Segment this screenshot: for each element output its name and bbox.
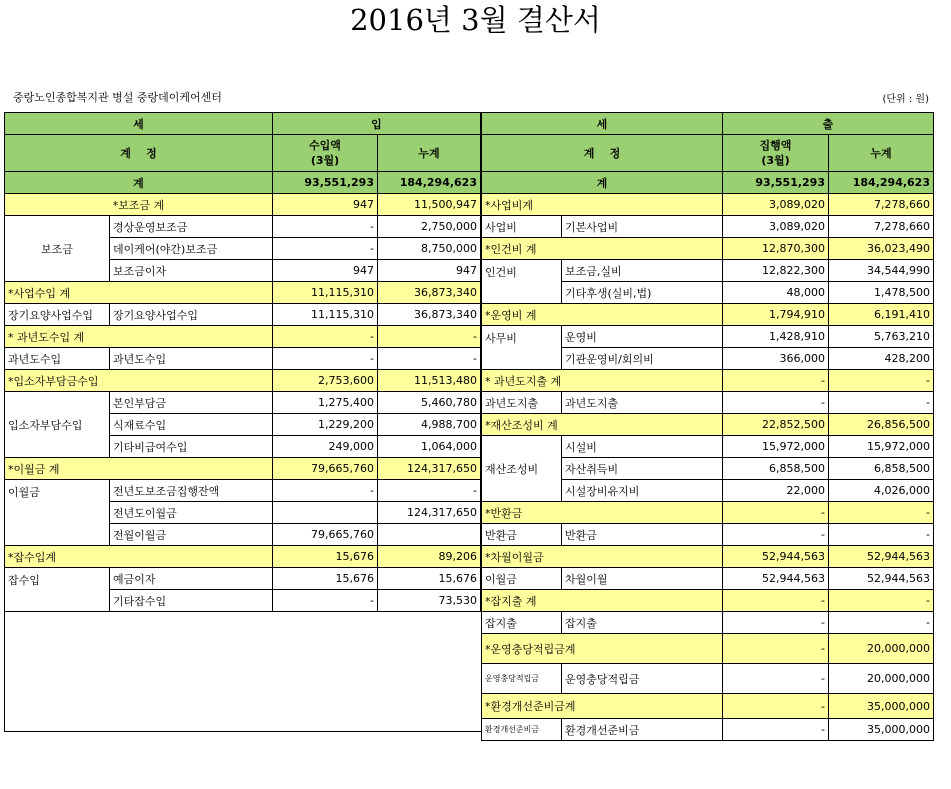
expense-cumulative: - bbox=[829, 524, 934, 546]
expense-amount: 3,089,020 bbox=[723, 194, 829, 216]
expense-item: 운영충당적립금 bbox=[562, 664, 723, 694]
income-amount: 947 bbox=[273, 194, 378, 216]
expense-amount: 6,858,500 bbox=[723, 458, 829, 480]
expense-total-amount: 93,551,293 bbox=[723, 172, 829, 194]
income-amount: 11,115,310 bbox=[273, 282, 378, 304]
expense-row bbox=[482, 216, 934, 238]
expense-cumulative: 52,944,563 bbox=[829, 546, 934, 568]
expense-item: 자산취득비 bbox=[562, 458, 723, 480]
expense-cumulative: 15,972,000 bbox=[829, 436, 934, 458]
income-col-cumulative: 누계 bbox=[378, 135, 481, 172]
expense-amount: 15,972,000 bbox=[723, 436, 829, 458]
expense-item: 기본사업비 bbox=[562, 216, 723, 238]
expense-subtotal-label: *환경개선준비금계 bbox=[482, 694, 723, 719]
expense-item: 기타후생(실비,법) bbox=[562, 282, 723, 304]
expense-amount: 12,822,300 bbox=[723, 260, 829, 282]
income-row bbox=[5, 458, 481, 480]
expense-amount: 3,089,020 bbox=[723, 216, 829, 238]
expense-subtotal-label: *사업비계 bbox=[482, 194, 723, 216]
expense-column-header bbox=[482, 135, 934, 172]
expense-row bbox=[482, 260, 934, 282]
income-cumulative: 36,873,340 bbox=[378, 282, 481, 304]
income-item: 전년도이월금 bbox=[110, 502, 273, 524]
income-amount: 947 bbox=[273, 260, 378, 282]
expense-cumulative: 6,858,500 bbox=[829, 458, 934, 480]
income-subtotal-label: *잡수입계 bbox=[5, 546, 273, 568]
expense-row bbox=[482, 414, 934, 436]
expense-amount: 366,000 bbox=[723, 348, 829, 370]
income-item: 보조금이자 bbox=[110, 260, 273, 282]
expense-item: 환경개선준비금 bbox=[562, 719, 723, 741]
expense-amount: - bbox=[723, 719, 829, 741]
income-cumulative: 1,064,000 bbox=[378, 436, 481, 458]
expense-cumulative: 20,000,000 bbox=[829, 664, 934, 694]
income-amount: 2,753,600 bbox=[273, 370, 378, 392]
income-amount: - bbox=[273, 326, 378, 348]
income-subtotal-label: * 과년도수입 계 bbox=[5, 326, 273, 348]
income-subtotal-label: *사업수입 계 bbox=[5, 282, 273, 304]
expense-item: 시설장비유지비 bbox=[562, 480, 723, 502]
income-amount: 249,000 bbox=[273, 436, 378, 458]
income-item: 과년도수입 bbox=[110, 348, 273, 370]
page-title: 2016년 3월 결산서 bbox=[350, 3, 601, 37]
expense-col-amount: 집행액 (3월) bbox=[723, 135, 829, 172]
expense-cumulative: - bbox=[829, 370, 934, 392]
expense-item: 차월이월 bbox=[562, 568, 723, 590]
income-cumulative: 11,500,947 bbox=[378, 194, 481, 216]
expense-category: 반환금 bbox=[482, 524, 562, 546]
income-total-amount: 93,551,293 bbox=[273, 172, 378, 194]
expense-row bbox=[482, 238, 934, 260]
expense-amount: 22,000 bbox=[723, 480, 829, 502]
expense-row bbox=[482, 502, 934, 524]
income-amount bbox=[273, 502, 378, 524]
income-item: 장기요양사업수입 bbox=[110, 304, 273, 326]
income-item: 기타비급여수입 bbox=[110, 436, 273, 458]
expense-subtotal-label: *운영충당적립금계 bbox=[482, 634, 723, 664]
expense-row bbox=[482, 612, 934, 634]
organization-name: 중랑노인종합복지관 병설 중랑데이케어센터 bbox=[13, 91, 222, 104]
expense-category: 환경개선준비금 bbox=[482, 719, 562, 741]
income-category: 잡수입 bbox=[5, 568, 110, 612]
expense-category: 사무비 bbox=[482, 326, 562, 370]
income-cumulative: 4,988,700 bbox=[378, 414, 481, 436]
expense-row bbox=[482, 194, 934, 216]
expense-item: 기관운영비/회의비 bbox=[562, 348, 723, 370]
expense-row bbox=[482, 664, 934, 694]
income-row bbox=[5, 194, 481, 216]
expense-amount: - bbox=[723, 370, 829, 392]
income-amount: - bbox=[273, 348, 378, 370]
expense-cumulative: 4,026,000 bbox=[829, 480, 934, 502]
income-row bbox=[5, 480, 481, 502]
expense-amount: - bbox=[723, 664, 829, 694]
expense-subtotal-label: *인건비 계 bbox=[482, 238, 723, 260]
expense-category: 재산조성비 bbox=[482, 436, 562, 502]
expense-item: 과년도지출 bbox=[562, 392, 723, 414]
income-cumulative: 36,873,340 bbox=[378, 304, 481, 326]
expense-row bbox=[482, 634, 934, 664]
income-amount: - bbox=[273, 480, 378, 502]
income-row bbox=[5, 304, 481, 326]
income-amount: - bbox=[273, 216, 378, 238]
income-item: 본인부담금 bbox=[110, 392, 273, 414]
expense-category: 과년도지출 bbox=[482, 392, 562, 414]
expense-cumulative: 26,856,500 bbox=[829, 414, 934, 436]
expense-row bbox=[482, 590, 934, 612]
expense-row bbox=[482, 436, 934, 458]
income-item: 전월이월금 bbox=[110, 524, 273, 546]
expense-subtotal-label: *차월이월금 bbox=[482, 546, 723, 568]
expense-amount: - bbox=[723, 634, 829, 664]
income-cumulative: 89,206 bbox=[378, 546, 481, 568]
income-head-b: 입 bbox=[273, 113, 481, 135]
income-amount: - bbox=[273, 238, 378, 260]
expense-amount: 22,852,500 bbox=[723, 414, 829, 436]
expense-subtotal-label: *재산조성비 계 bbox=[482, 414, 723, 436]
expense-cumulative: 35,000,000 bbox=[829, 719, 934, 741]
expense-item: 보조금,실비 bbox=[562, 260, 723, 282]
income-section-header bbox=[5, 113, 481, 135]
income-amount: 15,676 bbox=[273, 546, 378, 568]
expense-cumulative: 35,000,000 bbox=[829, 694, 934, 719]
income-item: 기타잡수입 bbox=[110, 590, 273, 612]
income-item: 예금이자 bbox=[110, 568, 273, 590]
income-cumulative: 11,513,480 bbox=[378, 370, 481, 392]
income-category: 이월금 bbox=[5, 480, 110, 546]
expense-cumulative: 34,544,990 bbox=[829, 260, 934, 282]
expense-cumulative: 5,763,210 bbox=[829, 326, 934, 348]
expense-col-cumulative: 누계 bbox=[829, 135, 934, 172]
income-cumulative: 73,530 bbox=[378, 590, 481, 612]
income-cumulative: 124,317,650 bbox=[378, 502, 481, 524]
income-total-row bbox=[5, 172, 481, 194]
income-item: 데이케어(야간)보조금 bbox=[110, 238, 273, 260]
income-empty-area bbox=[5, 612, 481, 732]
income-row bbox=[5, 326, 481, 348]
income-cumulative: 947 bbox=[378, 260, 481, 282]
income-row bbox=[5, 282, 481, 304]
income-total-cumulative: 184,294,623 bbox=[378, 172, 481, 194]
expense-section-header bbox=[482, 113, 934, 135]
income-cumulative: - bbox=[378, 326, 481, 348]
expense-item: 운영비 bbox=[562, 326, 723, 348]
income-amount: 1,275,400 bbox=[273, 392, 378, 414]
income-category: 과년도수입 bbox=[5, 348, 110, 370]
expense-cumulative: - bbox=[829, 392, 934, 414]
expense-amount: 12,870,300 bbox=[723, 238, 829, 260]
expense-cumulative: 36,023,490 bbox=[829, 238, 934, 260]
income-amount: 79,665,760 bbox=[273, 458, 378, 480]
income-head-a: 세 bbox=[5, 113, 273, 135]
expense-subtotal-label: *잡지출 계 bbox=[482, 590, 723, 612]
income-row bbox=[5, 216, 481, 238]
expense-cumulative: 7,278,660 bbox=[829, 194, 934, 216]
expense-col-account: 계 정 bbox=[482, 135, 723, 172]
expense-amount: 52,944,563 bbox=[723, 568, 829, 590]
expense-total-label: 계 bbox=[482, 172, 723, 194]
expense-row bbox=[482, 546, 934, 568]
expense-amount: - bbox=[723, 694, 829, 719]
expense-cumulative: 1,478,500 bbox=[829, 282, 934, 304]
expense-amount: 52,944,563 bbox=[723, 546, 829, 568]
expense-amount: - bbox=[723, 392, 829, 414]
income-category: 보조금 bbox=[5, 216, 110, 282]
expense-subtotal-label: *운영비 계 bbox=[482, 304, 723, 326]
income-subtotal-label: *보조금 계 bbox=[5, 194, 273, 216]
income-row bbox=[5, 348, 481, 370]
income-amount: 1,229,200 bbox=[273, 414, 378, 436]
income-cumulative: 8,750,000 bbox=[378, 238, 481, 260]
income-amount: 15,676 bbox=[273, 568, 378, 590]
income-subtotal-label: *이월금 계 bbox=[5, 458, 273, 480]
expense-category: 이월금 bbox=[482, 568, 562, 590]
expense-head-b: 출 bbox=[723, 113, 934, 135]
expense-row bbox=[482, 524, 934, 546]
expense-head-a: 세 bbox=[482, 113, 723, 135]
expense-cumulative: 7,278,660 bbox=[829, 216, 934, 238]
expense-category: 사업비 bbox=[482, 216, 562, 238]
expense-category: 잡지출 bbox=[482, 612, 562, 634]
income-item: 경상운영보조금 bbox=[110, 216, 273, 238]
expense-cumulative: 428,200 bbox=[829, 348, 934, 370]
income-col-account: 계 정 bbox=[5, 135, 273, 172]
expense-row bbox=[482, 392, 934, 414]
expense-item: 시설비 bbox=[562, 436, 723, 458]
expense-row bbox=[482, 719, 934, 741]
expense-amount: - bbox=[723, 524, 829, 546]
income-amount: 11,115,310 bbox=[273, 304, 378, 326]
income-cumulative: 15,676 bbox=[378, 568, 481, 590]
income-category: 입소자부담수입 bbox=[5, 392, 110, 458]
expense-amount: - bbox=[723, 502, 829, 524]
expense-amount: - bbox=[723, 590, 829, 612]
expense-table bbox=[481, 112, 934, 741]
expense-subtotal-label: *반환금 bbox=[482, 502, 723, 524]
expense-total-cumulative: 184,294,623 bbox=[829, 172, 934, 194]
expense-cumulative: - bbox=[829, 590, 934, 612]
expense-subtotal-label: * 과년도지출 계 bbox=[482, 370, 723, 392]
expense-cumulative: 52,944,563 bbox=[829, 568, 934, 590]
unit-note: (단위 : 원) bbox=[882, 94, 929, 105]
expense-amount: - bbox=[723, 612, 829, 634]
expense-cumulative: - bbox=[829, 502, 934, 524]
expense-row bbox=[482, 370, 934, 392]
income-cumulative: 2,750,000 bbox=[378, 216, 481, 238]
income-item: 식재료수입 bbox=[110, 414, 273, 436]
income-blank-cell bbox=[5, 612, 481, 732]
income-cumulative: - bbox=[378, 480, 481, 502]
expense-row bbox=[482, 694, 934, 719]
expense-total-row bbox=[482, 172, 934, 194]
income-item: 전년도보조금집행잔액 bbox=[110, 480, 273, 502]
expense-row bbox=[482, 304, 934, 326]
expense-row bbox=[482, 568, 934, 590]
income-col-amount: 수입액 (3월) bbox=[273, 135, 378, 172]
income-total-label: 계 bbox=[5, 172, 273, 194]
expense-item: 잡지출 bbox=[562, 612, 723, 634]
income-subtotal-label: *입소자부담금수입 bbox=[5, 370, 273, 392]
expense-cumulative: 20,000,000 bbox=[829, 634, 934, 664]
income-amount: 79,665,760 bbox=[273, 524, 378, 546]
income-row bbox=[5, 370, 481, 392]
income-cumulative: - bbox=[378, 348, 481, 370]
expense-row bbox=[482, 326, 934, 348]
income-table bbox=[4, 112, 481, 732]
income-category: 장기요양사업수입 bbox=[5, 304, 110, 326]
expense-amount: 1,428,910 bbox=[723, 326, 829, 348]
income-cumulative bbox=[378, 524, 481, 546]
income-row bbox=[5, 568, 481, 590]
expense-amount: 48,000 bbox=[723, 282, 829, 304]
income-cumulative: 124,317,650 bbox=[378, 458, 481, 480]
expense-cumulative: 6,191,410 bbox=[829, 304, 934, 326]
expense-item: 반환금 bbox=[562, 524, 723, 546]
expense-category: 인건비 bbox=[482, 260, 562, 304]
income-cumulative: 5,460,780 bbox=[378, 392, 481, 414]
income-row bbox=[5, 546, 481, 568]
income-amount: - bbox=[273, 590, 378, 612]
expense-amount: 1,794,910 bbox=[723, 304, 829, 326]
expense-cumulative: - bbox=[829, 612, 934, 634]
income-column-header bbox=[5, 135, 481, 172]
expense-category: 운영충당적립금 bbox=[482, 664, 562, 694]
income-row bbox=[5, 392, 481, 414]
